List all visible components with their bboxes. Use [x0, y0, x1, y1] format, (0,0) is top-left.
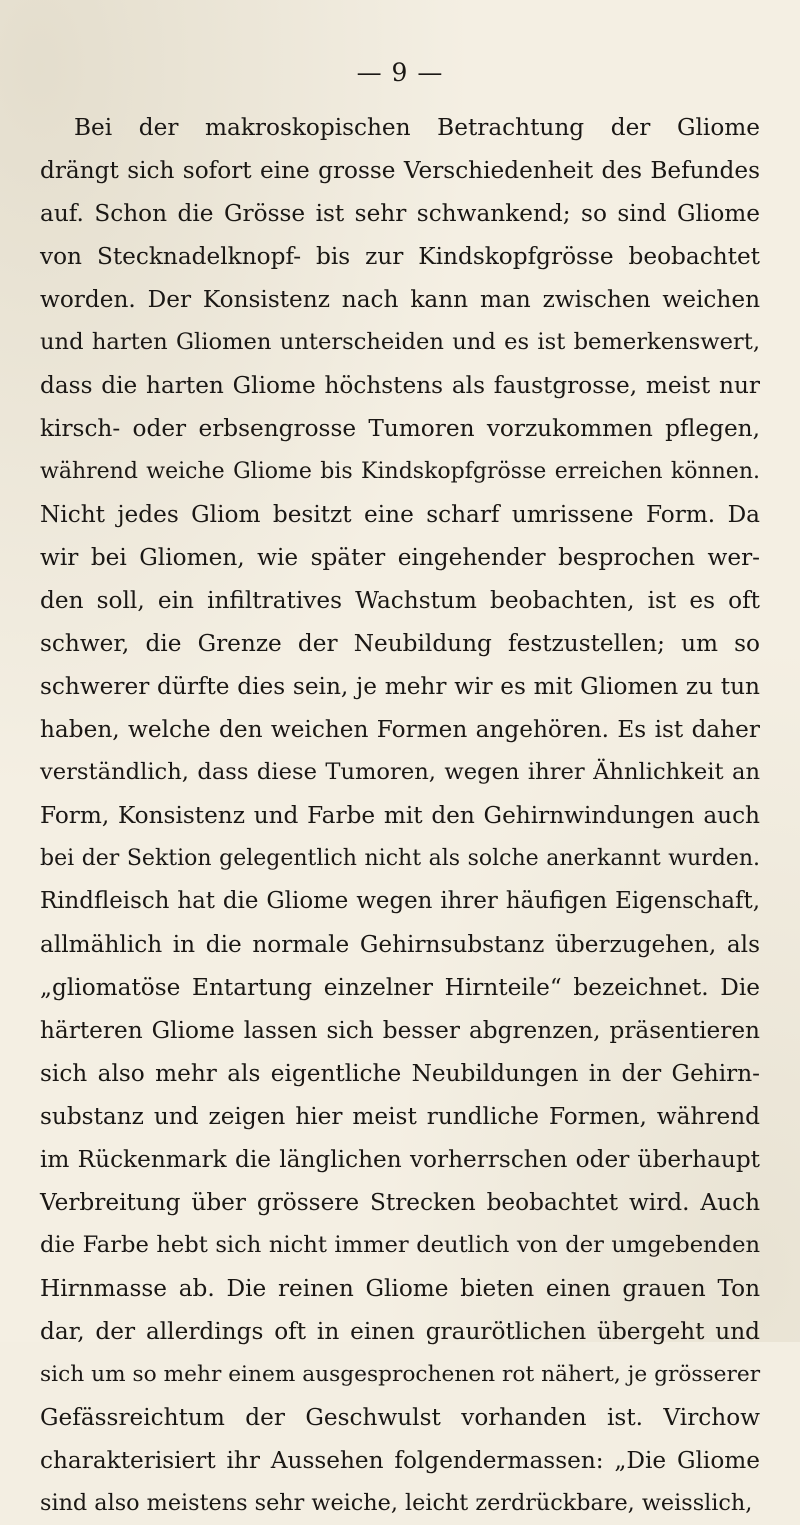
- text-line: allmählich in die normale Gehirnsubstanz überzugehen, als: [40, 931, 760, 958]
- text-line: schwerer dürfte dies sein, je mehr wir es mit Gliomen zu tun: [40, 673, 760, 700]
- text-line: den soll, ein infiltratives Wachstum beobachten, ist es oft: [40, 587, 760, 614]
- text-line: Bei der makroskopischen Betrachtung der Gliome: [74, 114, 760, 141]
- text-line: die Farbe hebt sich nicht immer deutlich von der umgebenden: [40, 1232, 760, 1258]
- text-line: haben, welche den weichen Formen angehören. Es ist daher: [40, 716, 760, 743]
- text-line: Gefässreichtum der Geschwulst vorhanden ist. Virchow: [40, 1404, 760, 1431]
- text-line: drängt sich sofort eine grosse Verschiedenheit des Befundes: [40, 157, 760, 184]
- text-line: „gliomatöse Entartung einzelner Hirnteile“ bezeichnet. Die: [40, 974, 760, 1001]
- text-line: substanz und zeigen hier meist rundliche Formen, während: [40, 1103, 760, 1130]
- text-line: wir bei Gliomen, wie später eingehender besprochen wer-: [40, 544, 760, 571]
- text-line: und harten Gliomen unterscheiden und es ist bemerkenswert,: [40, 329, 760, 355]
- text-line: sich also mehr als eigentliche Neubildungen in der Gehirn-: [40, 1060, 760, 1087]
- body-text: [40, 106, 760, 1525]
- text-line: während weiche Gliome bis Kindskopfgrösse erreichen können.: [40, 459, 760, 484]
- text-line: kirsch- oder erbsengrosse Tumoren vorzukommen pflegen,: [40, 415, 760, 442]
- page-number: — 9 —: [356, 58, 444, 87]
- text-line: verständlich, dass diese Tumoren, wegen ihrer Ähnlichkeit an: [40, 759, 760, 785]
- text-line: dar, der allerdings oft in einen graurötlichen übergeht und: [40, 1318, 760, 1345]
- text-line: sich um so mehr einem ausgesprochenen rot nähert, je grösserer: [40, 1362, 761, 1387]
- text-line: von Stecknadelknopf- bis zur Kindskopfgrösse beobachtet: [40, 243, 760, 270]
- text-line: Rindfleisch hat die Gliome wegen ihrer häufigen Eigenschaft,: [40, 888, 760, 914]
- text-line: dass die harten Gliome höchstens als faustgrosse, meist nur: [40, 372, 760, 399]
- text-line: Nicht jedes Gliom besitzt eine scharf umrissene Form. Da: [40, 501, 760, 528]
- text-line: sind also meistens sehr weiche, leicht zerdrückbare, weisslich,: [40, 1490, 753, 1516]
- text-line: charakterisiert ihr Aussehen folgendermassen: „Die Gliome: [40, 1447, 760, 1474]
- text-line: schwer, die Grenze der Neubildung festzustellen; um so: [40, 630, 760, 657]
- text-line: Verbreitung über grössere Strecken beobachtet wird. Auch: [40, 1189, 760, 1216]
- text-line: auf. Schon die Grösse ist sehr schwankend; so sind Gliome: [40, 200, 760, 227]
- text-line: Hirnmasse ab. Die reinen Gliome bieten einen grauen Ton: [40, 1275, 760, 1302]
- text-line: worden. Der Konsistenz nach kann man zwischen weichen: [40, 286, 760, 313]
- text-line: im Rückenmark die länglichen vorherrschen oder überhaupt: [40, 1146, 760, 1173]
- text-line: Form, Konsistenz und Farbe mit den Gehirnwindungen auch: [40, 802, 760, 829]
- text-line: bei der Sektion gelegentlich nicht als solche anerkannt wurden.: [40, 846, 760, 871]
- text-line: härteren Gliome lassen sich besser abgrenzen, präsentieren: [40, 1017, 760, 1044]
